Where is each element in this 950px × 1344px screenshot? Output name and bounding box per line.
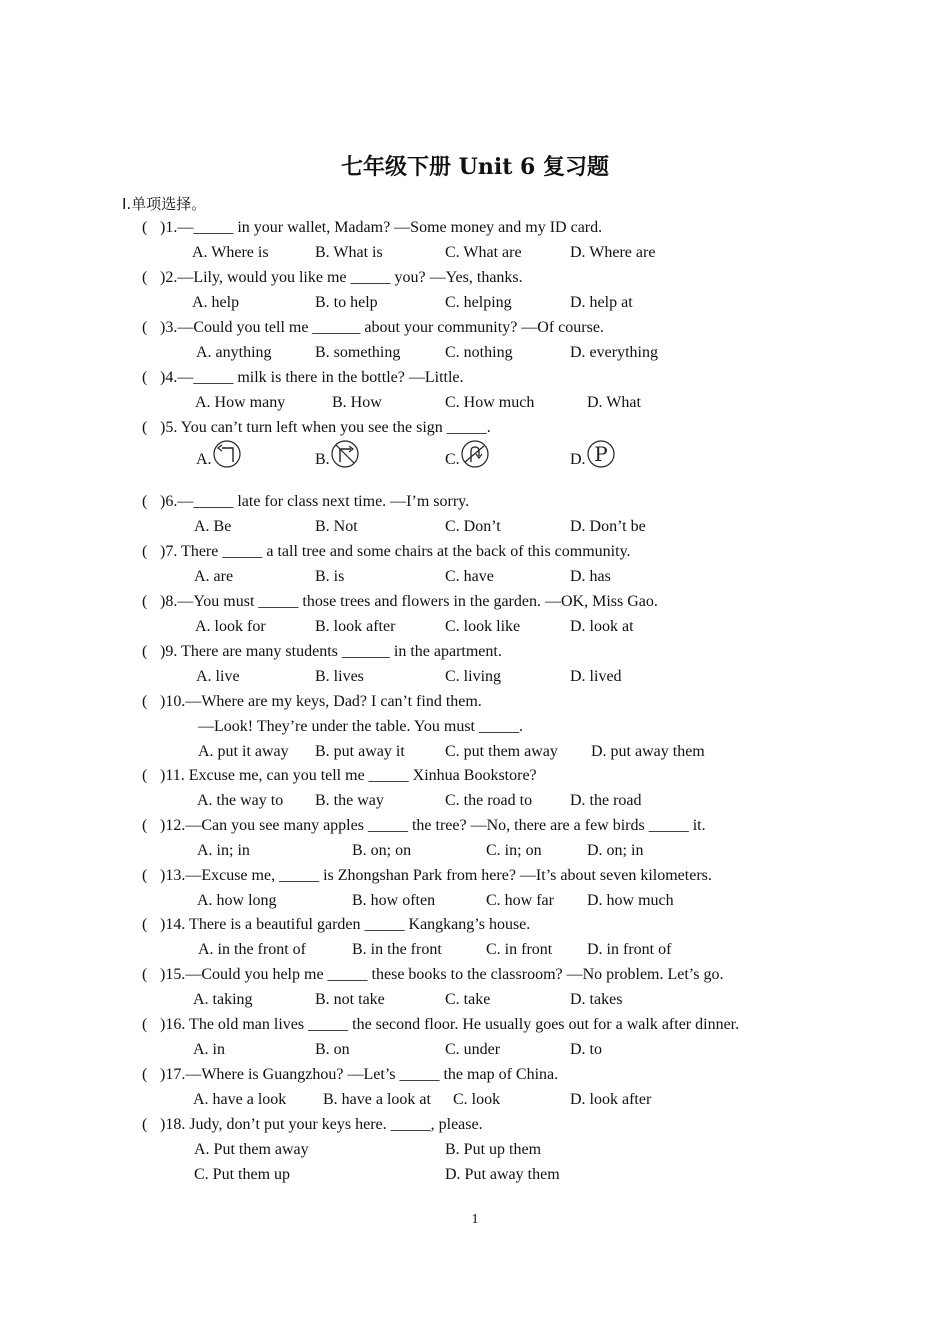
option-a: A. in the front of <box>198 941 306 958</box>
option-b: B. something <box>315 344 401 361</box>
option-c <box>445 440 489 470</box>
option-c: C. look <box>453 1091 501 1108</box>
option-a: A. in <box>193 1041 225 1058</box>
option-b: B. is <box>315 568 345 585</box>
option-a: A. Be <box>194 518 232 535</box>
question-1 <box>142 217 602 239</box>
option-a: A. put it away <box>198 743 289 760</box>
option-d: D. everything <box>570 344 658 361</box>
option-a: A. Put them away <box>194 1141 309 1158</box>
option-a: A. live <box>196 668 240 685</box>
question-12 <box>142 815 706 837</box>
question-13 <box>142 865 712 887</box>
option-b: B. to help <box>315 294 378 311</box>
option-a: A. in; in <box>197 842 250 859</box>
option-c: C. How much <box>445 394 535 411</box>
answer-paren: ( <box>142 817 148 834</box>
question-stem: )7. There _____ a tall tree and some chairs at the back of this community. <box>160 543 631 560</box>
question-stem: )3.—Could you tell me ______ about your community? —Of course. <box>160 319 604 336</box>
option-d: D. to <box>570 1041 602 1058</box>
question-9 <box>142 641 502 663</box>
section-heading: Ⅰ.单项选择。 <box>122 195 207 213</box>
option-d: D. has <box>570 568 611 585</box>
option-d: D. how much <box>587 892 674 909</box>
option-b: B. not take <box>315 991 385 1008</box>
question-18 <box>142 1114 483 1136</box>
option-c: C. have <box>445 568 494 585</box>
question-stem: )9. There are many students ______ in the apartment. <box>160 643 502 660</box>
page-number: 1 <box>471 1212 479 1227</box>
question-stem: )11. Excuse me, can you tell me _____ Xinhua Bookstore? <box>160 767 537 784</box>
answer-paren: ( <box>142 593 148 610</box>
option-a: A. taking <box>193 991 253 1008</box>
parking-letter: P <box>593 442 608 466</box>
option-a: A. help <box>192 294 240 311</box>
option-d: D. Put away them <box>445 1166 560 1183</box>
option-d: D. on; in <box>587 842 644 859</box>
question-17 <box>142 1064 558 1086</box>
option-b: B. on <box>315 1041 350 1058</box>
option-c: C. how far <box>486 892 554 909</box>
option-b: B. the way <box>315 792 384 809</box>
option-a: A. have a look <box>193 1091 287 1108</box>
option-letter: B. <box>315 451 330 468</box>
question-stem: )1.—_____ in your wallet, Madam? —Some money and my ID card. <box>160 219 603 236</box>
question-stem: )16. The old man lives _____ the second floor. He usually goes out for a walk after dinner. <box>160 1016 740 1033</box>
question-stem: )8.—You must _____ those trees and flowers in the garden. —OK, Miss Gao. <box>160 593 658 610</box>
option-b: B. How <box>332 394 382 411</box>
option-c: C. What are <box>445 244 522 261</box>
option-c: C. helping <box>445 294 512 311</box>
option-a: A. look for <box>195 618 266 635</box>
question-16 <box>142 1014 739 1036</box>
question-stem: )13.—Excuse me, _____ is Zhongshan Park from here? —It’s about seven kilometers. <box>160 867 712 884</box>
option-d: D. What <box>587 394 641 411</box>
question-stem: )5. You can’t turn left when you see the sign _____. <box>160 419 491 436</box>
question-4 <box>142 367 464 389</box>
question-7 <box>142 541 631 563</box>
question-stem: )15.—Could you help me _____ these books to the classroom? —No problem. Let’s go. <box>160 966 724 983</box>
answer-paren: ( <box>142 643 148 660</box>
answer-paren: ( <box>142 493 148 510</box>
question-stem: )14. There is a beautiful garden _____ Kangkang’s house. <box>160 916 531 933</box>
option-a: A. are <box>194 568 234 585</box>
option-c: C. put them away <box>445 743 558 760</box>
answer-paren: ( <box>142 1116 148 1133</box>
option-d: D. lived <box>570 668 622 685</box>
option-d: D. look after <box>570 1091 652 1108</box>
parking-sign-icon <box>587 440 615 468</box>
option-b: B. have a look at <box>323 1091 431 1108</box>
option-a: A. Where is <box>192 244 269 261</box>
answer-paren: ( <box>142 966 148 983</box>
question-2 <box>142 267 523 289</box>
option-d: D. put away them <box>591 743 705 760</box>
option-c: C. in; on <box>486 842 542 859</box>
option-c: C. take <box>445 991 491 1008</box>
option-letter: D. <box>570 451 586 468</box>
page-title: 七年级下册 Unit 6 复习题 <box>341 154 609 180</box>
option-b: B. Put up them <box>445 1141 542 1158</box>
option-b: B. how often <box>352 892 436 909</box>
option-a: A. How many <box>195 394 286 411</box>
option-d: D. help at <box>570 294 633 311</box>
option-b <box>315 440 359 470</box>
option-c: C. the road to <box>445 792 533 809</box>
answer-paren: ( <box>142 319 148 336</box>
option-a: A. the way to <box>197 792 284 809</box>
no-u-turn-sign-icon <box>461 440 489 468</box>
question-3 <box>142 317 604 339</box>
option-d: D. Where are <box>570 244 656 261</box>
option-c: C. nothing <box>445 344 513 361</box>
option-a <box>196 440 241 470</box>
answer-paren: ( <box>142 369 148 386</box>
question-stem-continued: —Look! They’re under the table. You must _____. <box>198 718 523 735</box>
question-14 <box>142 914 530 936</box>
option-b: B. in the front <box>352 941 442 958</box>
question-stem: )2.—Lily, would you like me _____ you? —Yes, thanks. <box>160 269 523 286</box>
no-left-turn-sign-icon <box>213 440 241 468</box>
answer-paren: ( <box>142 1066 148 1083</box>
question-stem: )17.—Where is Guangzhou? —Let’s _____ the map of China. <box>160 1066 559 1083</box>
answer-paren: ( <box>142 419 148 436</box>
option-letter: A. <box>196 451 212 468</box>
option-b: B. on; on <box>352 842 412 859</box>
no-right-turn-sign-icon <box>331 440 359 468</box>
question-6 <box>142 491 469 513</box>
option-c: C. in front <box>486 941 553 958</box>
option-b: B. look after <box>315 618 396 635</box>
option-c: C. look like <box>445 618 521 635</box>
answer-paren: ( <box>142 767 148 784</box>
option-a: A. how long <box>197 892 277 909</box>
answer-paren: ( <box>142 543 148 560</box>
option-d: D. the road <box>570 792 642 809</box>
option-c: C. Don’t <box>445 518 501 535</box>
option-b: B. lives <box>315 668 364 685</box>
answer-paren: ( <box>142 1016 148 1033</box>
question-10 <box>142 691 482 713</box>
option-a: A. anything <box>196 344 272 361</box>
answer-paren: ( <box>142 693 148 710</box>
option-c: C. Put them up <box>194 1166 291 1183</box>
question-15 <box>142 964 723 986</box>
question-8 <box>142 591 658 613</box>
answer-paren: ( <box>142 867 148 884</box>
question-stem: )6.—_____ late for class next time. —I’m sorry. <box>160 493 470 510</box>
option-c: C. living <box>445 668 502 685</box>
answer-paren: ( <box>142 219 148 236</box>
option-d: D. look at <box>570 618 634 635</box>
option-d <box>570 440 615 470</box>
option-b: B. What is <box>315 244 383 261</box>
option-b: B. put away it <box>315 743 405 760</box>
option-b: B. Not <box>315 518 358 535</box>
option-d: D. Don’t be <box>570 518 646 535</box>
option-letter: C. <box>445 451 460 468</box>
question-stem: )10.—Where are my keys, Dad? I can’t find them. <box>160 693 482 710</box>
question-5 <box>142 417 491 439</box>
question-stem: )12.—Can you see many apples _____ the tree? —No, there are a few birds _____ it. <box>160 817 706 834</box>
question-11 <box>142 765 537 787</box>
answer-paren: ( <box>142 916 148 933</box>
question-stem: )4.—_____ milk is there in the bottle? —Little. <box>160 369 464 386</box>
option-d: D. in front of <box>587 941 672 958</box>
option-c: C. under <box>445 1041 501 1058</box>
answer-paren: ( <box>142 269 148 286</box>
question-stem: )18. Judy, don’t put your keys here. _____, please. <box>160 1116 483 1133</box>
option-d: D. takes <box>570 991 623 1008</box>
